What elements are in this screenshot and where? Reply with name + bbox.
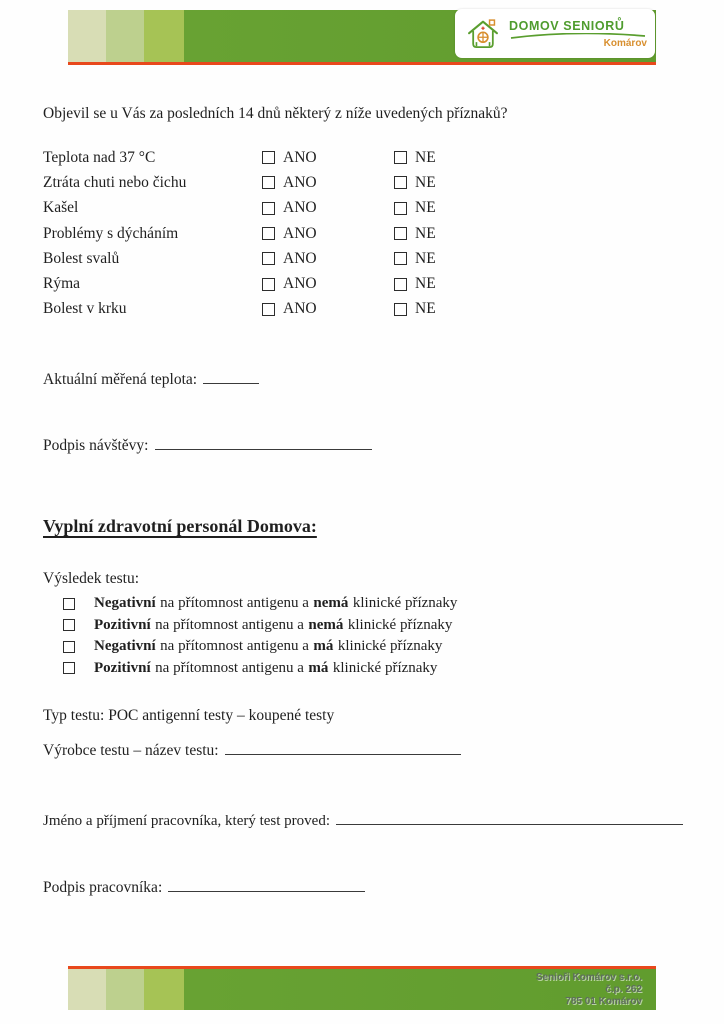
- no-choice: [394, 250, 523, 268]
- yes-choice: [262, 174, 394, 192]
- temperature-line: [43, 369, 259, 389]
- option-checkbox[interactable]: [63, 598, 75, 610]
- no-label: NE: [415, 275, 436, 293]
- test-result-option: [63, 593, 457, 615]
- no-label: NE: [415, 173, 436, 191]
- worker-signature-label: Podpis pracovníka:: [43, 879, 163, 896]
- symptom-row: [43, 145, 523, 170]
- option-result: Pozitivní: [94, 659, 151, 676]
- yes-checkbox[interactable]: [262, 151, 275, 164]
- yes-checkbox[interactable]: [262, 278, 275, 291]
- test-result-options: [63, 593, 457, 679]
- footer-address-city: 785 01 Komárov: [565, 996, 642, 1007]
- worker-signature-blank-field[interactable]: [168, 877, 365, 892]
- yes-checkbox[interactable]: [262, 176, 275, 189]
- manufacturer-label: Výrobce testu – název testu:: [43, 742, 219, 759]
- option-result: Negativní: [94, 595, 156, 612]
- test-type-line: Typ testu: POC antigenní testy – koupené testy: [43, 707, 335, 724]
- yes-checkbox[interactable]: [262, 202, 275, 215]
- option-emphasis: nemá: [308, 616, 344, 633]
- header-banner: [68, 10, 656, 62]
- symptom-label: Kašel: [43, 199, 79, 217]
- no-checkbox[interactable]: [394, 151, 407, 164]
- yes-label: ANO: [283, 199, 317, 217]
- logo: [455, 9, 655, 58]
- no-checkbox[interactable]: [394, 176, 407, 189]
- option-tail: klinické příznaky: [347, 616, 453, 633]
- option-checkbox[interactable]: [63, 662, 75, 674]
- option-tail: klinické příznaky: [352, 595, 458, 612]
- manufacturer-line: [43, 740, 461, 760]
- no-checkbox[interactable]: [394, 202, 407, 215]
- visitor-signature-label: Podpis návštěvy:: [43, 437, 149, 454]
- no-label: NE: [415, 224, 436, 242]
- no-checkbox[interactable]: [394, 303, 407, 316]
- option-tail: klinické příznaky: [337, 638, 443, 655]
- question-text: Objevil se u Vás za posledních 14 dnů některý z níže uvedených příznaků?: [43, 105, 508, 122]
- footer-banner: [68, 969, 656, 1010]
- option-result: Pozitivní: [94, 616, 151, 633]
- test-result-label: Výsledek testu:: [43, 570, 139, 587]
- staff-section-heading: Vyplní zdravotní personál Domova:: [43, 516, 317, 536]
- yes-choice: [262, 225, 394, 243]
- option-middle: na přítomnost antigenu a: [160, 595, 309, 612]
- yes-label: ANO: [283, 173, 317, 191]
- yes-checkbox[interactable]: [262, 227, 275, 240]
- symptom-row: [43, 297, 523, 322]
- symptom-list: [43, 145, 523, 322]
- yes-label: ANO: [283, 224, 317, 242]
- manufacturer-blank-field[interactable]: [225, 740, 461, 755]
- symptom-row: [43, 221, 523, 246]
- no-choice: [394, 225, 523, 243]
- test-result-option: [63, 615, 457, 637]
- logo-subtitle: Komárov: [603, 37, 647, 49]
- yes-label: ANO: [283, 249, 317, 267]
- footer-address-number: č.p. 262: [605, 984, 642, 995]
- option-emphasis: má: [308, 659, 329, 676]
- option-emphasis: nemá: [313, 595, 349, 612]
- yes-label: ANO: [283, 300, 317, 318]
- yes-choice: [262, 300, 394, 318]
- no-choice: [394, 199, 523, 217]
- symptom-label: Ztráta chuti nebo čichu: [43, 173, 187, 191]
- footer-address: [536, 972, 642, 1008]
- symptom-row: [43, 246, 523, 271]
- footer-company: Senioři Komárov s.r.o.: [535, 972, 642, 983]
- symptom-label: Rýma: [43, 275, 81, 293]
- logo-text: [509, 19, 659, 49]
- worker-name-line: [43, 810, 683, 830]
- symptom-row: [43, 196, 523, 221]
- no-label: NE: [415, 300, 436, 318]
- yes-choice: [262, 199, 394, 217]
- header-divider: [68, 62, 656, 65]
- symptom-label: Bolest v krku: [43, 300, 127, 318]
- option-middle: na přítomnost antigenu a: [160, 638, 309, 655]
- option-checkbox[interactable]: [63, 641, 75, 653]
- yes-label: ANO: [283, 148, 317, 166]
- worker-signature-line: [43, 877, 365, 897]
- no-label: NE: [415, 249, 436, 267]
- yes-choice: [262, 250, 394, 268]
- option-middle: na přítomnost antigenu a: [155, 659, 304, 676]
- no-checkbox[interactable]: [394, 252, 407, 265]
- visitor-signature-blank-field[interactable]: [155, 435, 372, 450]
- yes-label: ANO: [283, 275, 317, 293]
- worker-name-blank-field[interactable]: [336, 810, 683, 825]
- option-result: Negativní: [94, 638, 156, 655]
- yes-choice: [262, 149, 394, 167]
- test-result-option: [63, 658, 457, 680]
- option-emphasis: má: [313, 638, 334, 655]
- logo-title: DOMOV SENIORŮ: [509, 18, 625, 33]
- yes-checkbox[interactable]: [262, 252, 275, 265]
- yes-choice: [262, 275, 394, 293]
- no-label: NE: [415, 199, 436, 217]
- test-result-option: [63, 636, 457, 658]
- no-choice: [394, 149, 523, 167]
- symptom-label: Bolest svalů: [43, 249, 120, 267]
- no-choice: [394, 174, 523, 192]
- yes-checkbox[interactable]: [262, 303, 275, 316]
- visitor-signature-line: [43, 435, 372, 455]
- temperature-label: Aktuální měřená teplota:: [43, 371, 198, 388]
- house-icon: [465, 16, 501, 52]
- symptom-row: [43, 170, 523, 195]
- no-checkbox[interactable]: [394, 278, 407, 291]
- option-middle: na přítomnost antigenu a: [155, 616, 304, 633]
- no-choice: [394, 300, 523, 318]
- option-checkbox[interactable]: [63, 619, 75, 631]
- option-tail: klinické příznaky: [332, 659, 438, 676]
- no-label: NE: [415, 148, 436, 166]
- symptom-label: Teplota nad 37 °C: [43, 148, 156, 166]
- symptom-row: [43, 271, 523, 296]
- worker-name-label: Jméno a příjmení pracovníka, který test proved:: [43, 813, 330, 829]
- no-checkbox[interactable]: [394, 227, 407, 240]
- temperature-blank-field[interactable]: [203, 369, 259, 384]
- symptom-label: Problémy s dýcháním: [43, 224, 179, 242]
- no-choice: [394, 275, 523, 293]
